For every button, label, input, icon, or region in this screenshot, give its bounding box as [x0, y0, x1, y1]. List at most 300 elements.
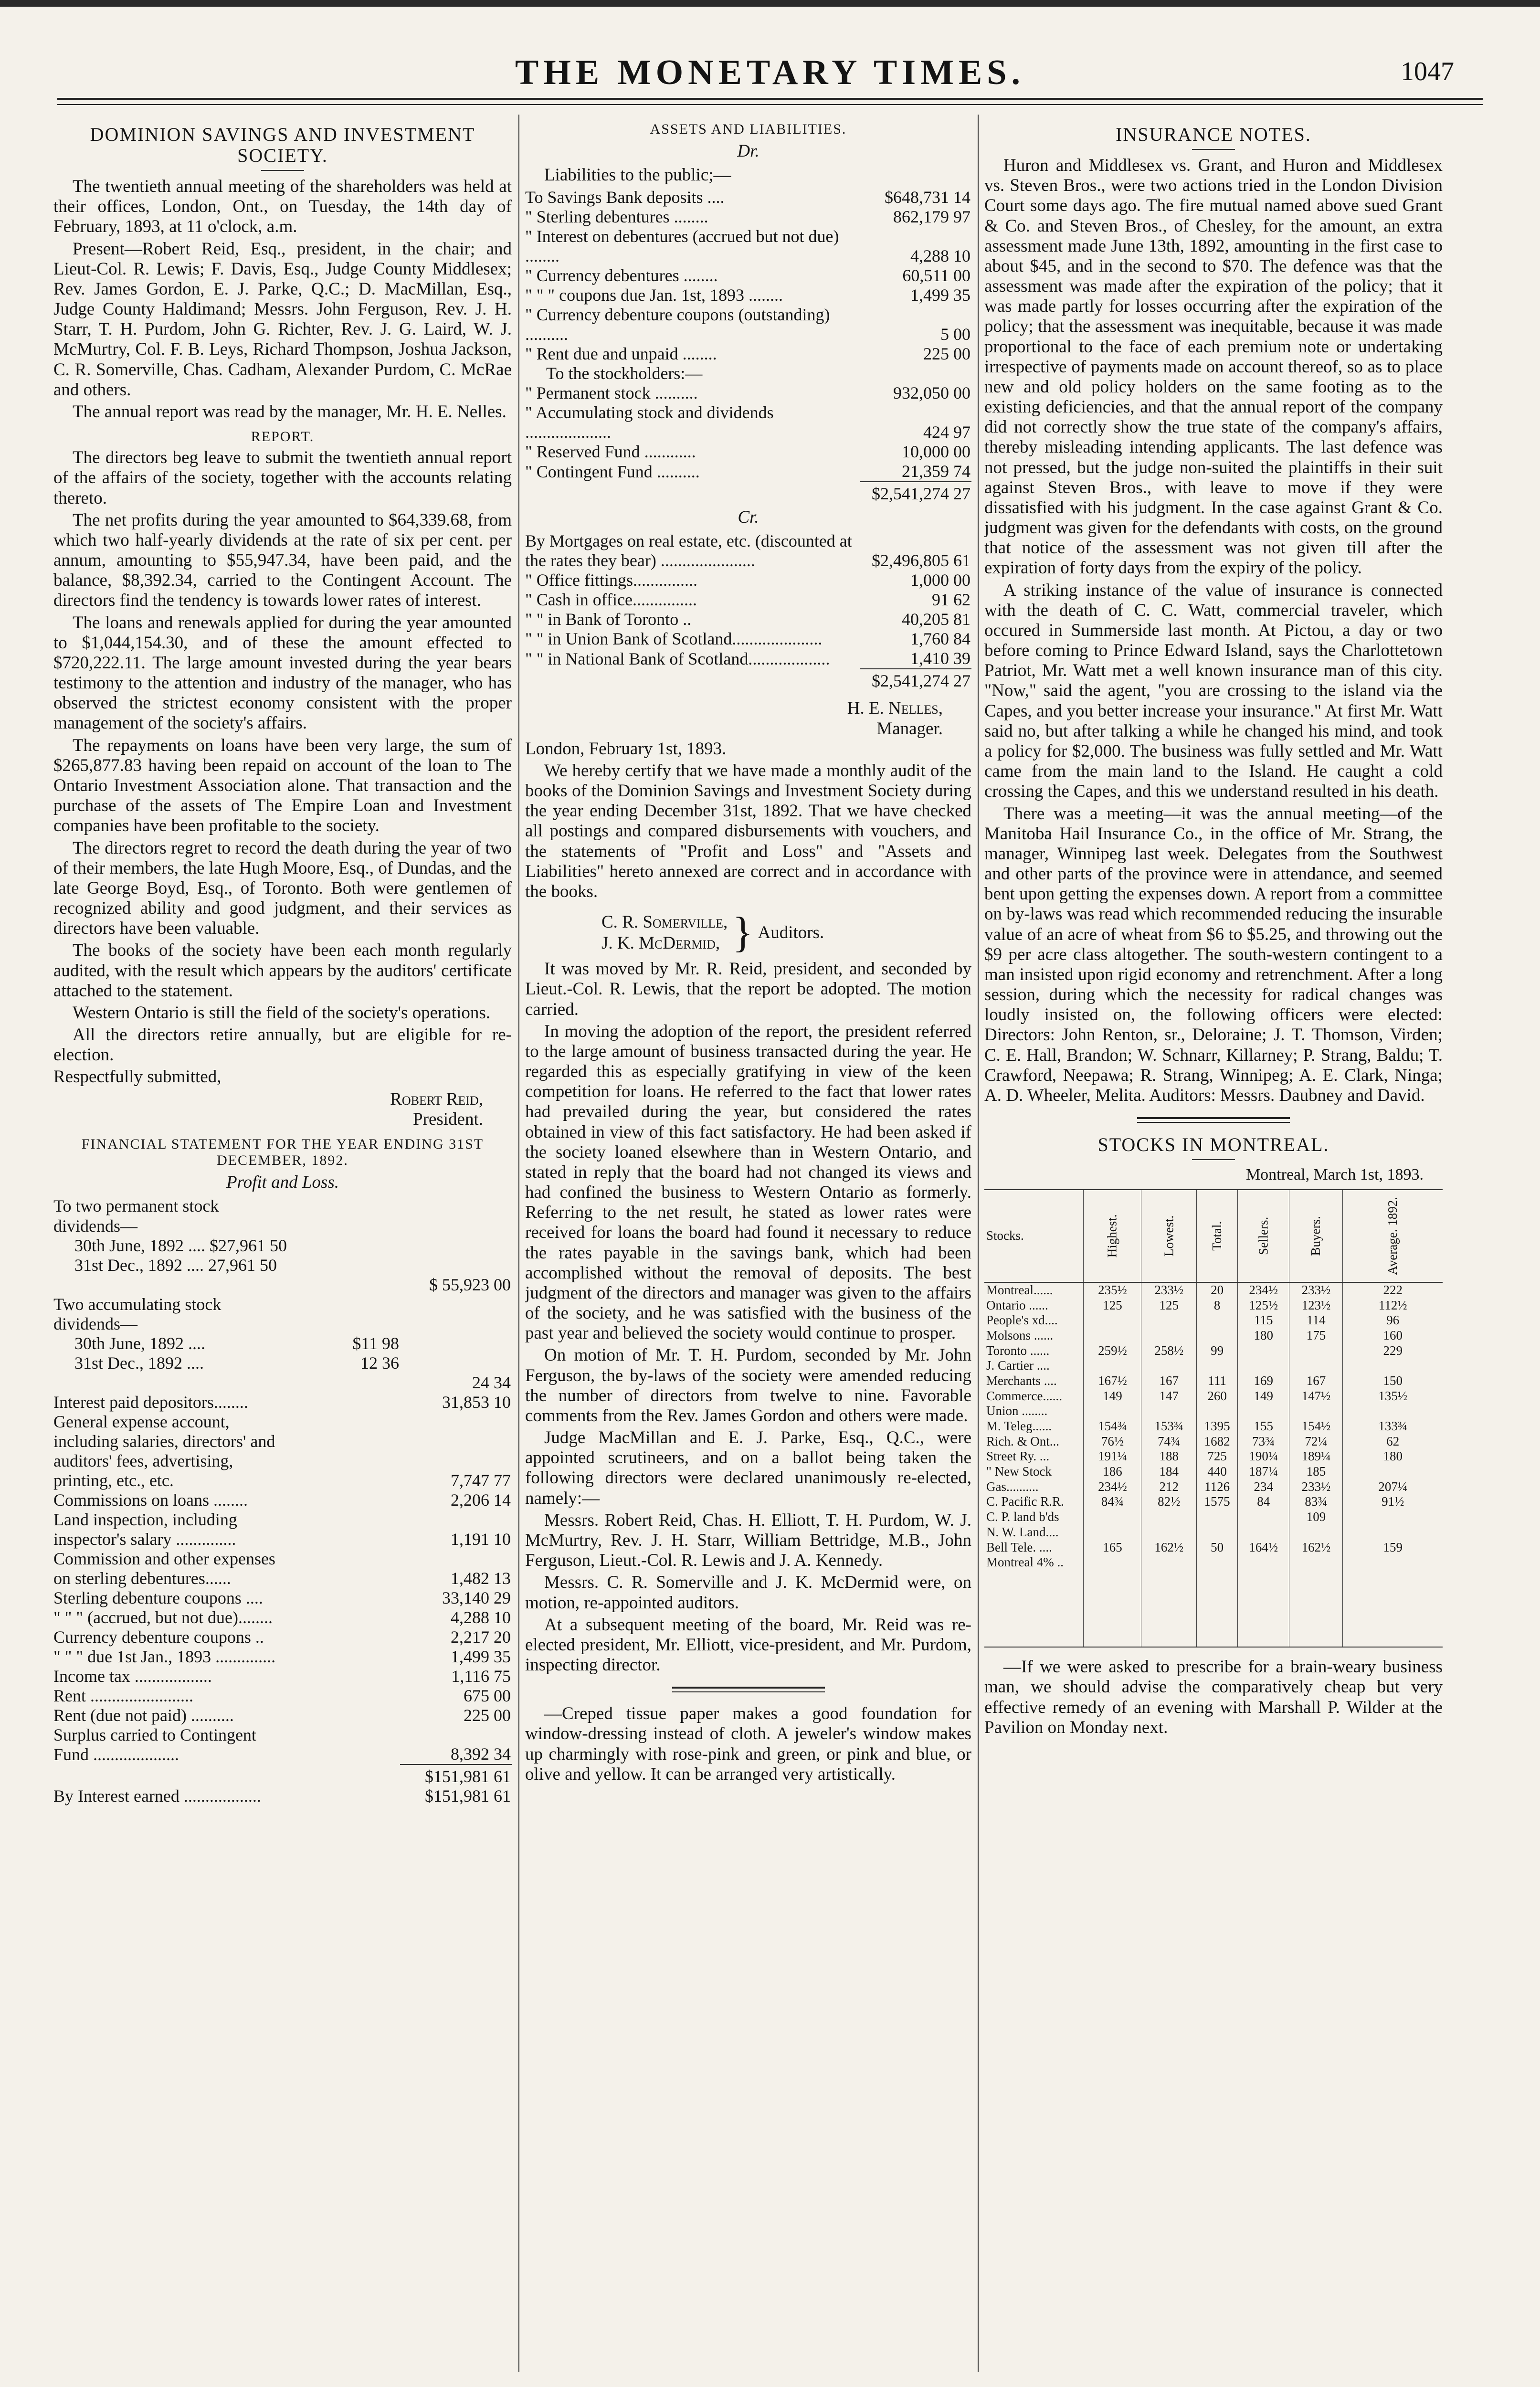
stock-value: 112½ — [1343, 1298, 1443, 1313]
stock-name: Toronto ...... — [986, 1343, 1050, 1358]
ledger-label: " Currency debenture coupons (outstanding) .......... — [525, 305, 830, 344]
stocks-row — [984, 1510, 1443, 1525]
paragraph: A striking instance of the value of insurance is connected with the death of C. C. Watt, commercial traveler, which occured in Summerside last month. At Pictou, a day or two before coming to Prince Edward Island, says the Charlottetown Patriot, Mr. Watt met a well known insurance man of this city. "Now," said the agent, "you are crossing to the island via the Capes, and you better increase your insurance." At first Mr. Watt said no, but after talking a while he changed his mind, and took a policy for $2,000. The business was fully settled and Mr. Watt came from the main land to the Island. He caught a cold crossing the Capes, and this we understand resulted in his death. — [984, 580, 1443, 802]
ledger-amount: 4,288 10 — [451, 1608, 511, 1627]
ledger-row — [53, 1510, 512, 1549]
stock-value — [1084, 1328, 1141, 1343]
assets-table — [525, 531, 971, 691]
stock-name: Gas.......... — [986, 1479, 1039, 1494]
manager-title: Manager. — [876, 718, 943, 739]
stocks-row — [984, 1282, 1443, 1298]
liabilities-table — [525, 188, 971, 504]
stock-value: 154½ — [1289, 1419, 1343, 1434]
ledger-label: Income tax .................. — [53, 1667, 212, 1686]
heading-dash — [1192, 149, 1235, 150]
dateline: London, February 1st, 1893. — [525, 739, 727, 759]
ledger-label: " Currency debentures ........ — [525, 265, 718, 285]
ledger-row — [53, 1549, 512, 1588]
ledger-subamount — [288, 1510, 400, 1549]
page-number: 1047 — [1401, 57, 1454, 86]
ledger-row — [53, 1786, 512, 1806]
brain-weary-note: —If we were asked to prescribe for a brain-weary business man, we should advise the comparatively cheap but very effective remedy of an evening with Marshall P. Wilder at the Pavilion on Monday next. — [984, 1657, 1443, 1737]
audit-certificate: We hereby certify that we have made a monthly audit of the books of the Dominion Savings and Investment Society during the year ending December 31st, 1892. That we have checked all postings and compared disbursements with vouchers, and the statements of "Profit and Loss" and "Assets and Liabilities" hereto annexed are correct and in accordance with the books. — [525, 760, 971, 901]
stock-value: 233½ — [1289, 1479, 1343, 1495]
stock-name: N. W. Land.... — [986, 1524, 1059, 1539]
stock-value: 162½ — [1289, 1540, 1343, 1555]
stock-value: 125½ — [1238, 1298, 1289, 1313]
stock-value: 99 — [1197, 1343, 1238, 1359]
ledger-row — [53, 1490, 512, 1510]
paragraph: All the directors retire annually, but are eligible for re-election. — [53, 1025, 512, 1065]
stock-value: 84 — [1238, 1494, 1289, 1510]
ledger-subamount — [288, 1256, 400, 1275]
ledger-subamount — [288, 1393, 400, 1412]
ledger-row — [53, 1275, 512, 1295]
insurance-heading: INSURANCE NOTES. — [1116, 124, 1311, 145]
ledger-row — [53, 1256, 512, 1275]
stock-value: 147 — [1141, 1389, 1197, 1404]
signature-name: Robert Reid, — [390, 1089, 483, 1109]
stock-value — [1197, 1510, 1238, 1525]
ledger-subamount — [288, 1608, 400, 1627]
ledger-amount: 21,359 74 — [902, 461, 970, 481]
ledger-amount — [860, 364, 971, 383]
stock-value — [1238, 1525, 1289, 1540]
ledger-amount: 1,499 35 — [451, 1647, 511, 1667]
ledger-row — [525, 188, 971, 207]
stock-value: 1126 — [1197, 1479, 1238, 1495]
ledger-row — [525, 649, 971, 669]
stock-value: 175 — [1289, 1328, 1343, 1343]
ledger-row — [53, 1353, 512, 1373]
ledger-label — [525, 669, 860, 691]
ledger-row — [53, 1373, 512, 1393]
stocks-row — [984, 1479, 1443, 1495]
ledger-label: " Reserved Fund ............ — [525, 442, 696, 461]
brace-glyph: } — [732, 909, 753, 957]
section-separator — [672, 1687, 825, 1692]
ledger-subamount — [288, 1588, 400, 1608]
stock-value: 83¾ — [1289, 1494, 1343, 1510]
stocks-row — [984, 1313, 1443, 1328]
stock-value — [1343, 1464, 1443, 1479]
ledger-amount — [400, 1334, 512, 1353]
article-heading: DOMINION SAVINGS AND INVESTMENT SOCIETY. — [90, 124, 475, 166]
paragraph: The repayments on loans have been very large, the sum of $265,877.83 having been repaid on account of the loan to The Ontario Investment Association alone. That transaction and the purchase of the assets of The Empire Loan and Investment companies have been profitable to the society. — [53, 735, 512, 836]
ledger-label — [53, 1275, 288, 1295]
stock-value: 50 — [1197, 1540, 1238, 1555]
paragraph: There was a meeting—it was the annual meeting—of the Manitoba Hail Insurance Co., in the office of Mr. Strang, the manager, Winnipeg last week. Delegates from the Southwest and other parts of the province were in attendance, and seemed bent upon getting the expenses down. A report from a committee on by-laws was read which recommended reducing the insurable value of an acre of wheat from $6 to $5.25, and throwing out the $9 per acre class altogether. The south-western contingent to a man insisted upon rigid economy and retrenchment. After a long session, during which the necessity for radical changes was loudly insisted on, the following officers were elected: Directors: John Renton, sr., Deloraine; J. T. Thomson, Virden; C. E. Hall, Brandon; W. Schnarr, Killarney; P. Strang, Baldu; T. Crawford, Neepawa; R. Strang, Winnipeg; A. E. Clark, Ninga; A. D. Wheeler, Melita. Auditors: Messrs. Daubney and David. — [984, 803, 1443, 1105]
paragraph: On motion of Mr. T. H. Purdom, seconded by Mr. John Ferguson, the by-laws of the society were amended reducing the number of directors from twelve to nine. Favorable comments from the Rev. James Gordon and others were made. — [525, 1345, 971, 1426]
stock-value — [1197, 1328, 1238, 1343]
ledger-subamount — [288, 1275, 400, 1295]
stock-value — [1289, 1358, 1343, 1373]
ledger-amount: 10,000 00 — [902, 442, 970, 461]
stocks-column-label: Sellers. — [1255, 1216, 1270, 1255]
stocks-column-header — [984, 1190, 1084, 1282]
paragraph: The directors regret to record the death during the year of two of their members, the late Hugh Moore, Esq., of Dundas, and the late George Boyd, Esq., of Toronto. Both were gentlemen of recognized ability and good judgment, and their services as directors have been valuable. — [53, 838, 512, 939]
ledger-row — [53, 1686, 512, 1706]
stock-name: Montreal 4% .. — [984, 1555, 1084, 1647]
ledger-label: Interest paid depositors........ — [53, 1392, 248, 1412]
ledger-subamount — [288, 1236, 400, 1256]
stock-value — [1084, 1555, 1141, 1647]
stock-value: 114 — [1289, 1313, 1343, 1328]
ledger-amount: 5 00 — [940, 324, 970, 344]
stock-value: 125 — [1141, 1298, 1197, 1313]
ledger-amount — [400, 1236, 512, 1256]
stock-value — [1197, 1358, 1238, 1373]
stock-name: Molsons ...... — [986, 1328, 1054, 1342]
stock-name: People's xd.... — [986, 1313, 1058, 1328]
ledger-subamount — [288, 1490, 400, 1510]
ledger-row — [525, 344, 971, 364]
ledger-label: " " in National Bank of Scotland................... — [525, 649, 830, 669]
ledger-row — [53, 1627, 512, 1647]
stock-name: Union ........ — [986, 1404, 1048, 1418]
paragraph: Messrs. C. R. Somerville and J. K. McDermid were, on motion, re-appointed auditors. — [525, 1573, 971, 1613]
stocks-row — [984, 1555, 1443, 1647]
ledger-row — [53, 1647, 512, 1667]
ledger-subamount: $11 98 — [352, 1333, 399, 1353]
stock-value: 115 — [1238, 1313, 1289, 1328]
masthead-title: THE MONETARY TIMES. — [515, 53, 1025, 92]
ledger-subamount — [288, 1412, 400, 1490]
ledger-row — [525, 207, 971, 227]
stock-name: C. Pacific R.R. — [986, 1494, 1064, 1509]
ledger-label: 30th June, 1892 .... $27,961 50 — [74, 1236, 287, 1255]
stock-value: 190¼ — [1238, 1449, 1289, 1464]
ledger-label — [525, 482, 860, 504]
stock-value — [1197, 1525, 1238, 1540]
ledger-amount: 31,853 10 — [442, 1392, 511, 1412]
ledger-label: Surplus carried to Contingent Fund .................... — [53, 1725, 256, 1764]
ledger-label: " Sterling debentures ........ — [525, 207, 708, 226]
ledger-label: 30th June, 1892 .... — [74, 1333, 205, 1353]
assets-liabilities-heading: ASSETS AND LIABILITIES. — [650, 121, 847, 137]
stock-value: 222 — [1343, 1282, 1443, 1298]
stock-value — [1238, 1343, 1289, 1359]
ledger-amount: $2,496,805 61 — [872, 551, 970, 570]
stock-value — [1197, 1555, 1238, 1647]
stocks-row — [984, 1540, 1443, 1555]
masthead — [53, 53, 1487, 100]
stock-value: 234½ — [1238, 1282, 1289, 1298]
stock-value: 229 — [1343, 1343, 1443, 1359]
stock-value: 133¾ — [1343, 1419, 1443, 1434]
ledger-label: Two accumulating stock dividends— — [53, 1294, 222, 1333]
stock-value: 1682 — [1197, 1434, 1238, 1449]
stock-value: 1395 — [1197, 1419, 1238, 1434]
ledger-amount: $151,981 61 — [425, 1786, 511, 1806]
stock-value — [1084, 1510, 1141, 1525]
stocks-column-label: Lowest. — [1161, 1215, 1176, 1257]
stock-value: 72¼ — [1289, 1434, 1343, 1449]
stock-value — [1238, 1404, 1289, 1419]
ledger-amount: 1,410 39 — [910, 649, 970, 668]
ledger-row — [525, 570, 971, 590]
ledger-row — [53, 1706, 512, 1725]
stock-value: 725 — [1197, 1449, 1238, 1464]
ledger-amount: 4,288 10 — [910, 246, 970, 265]
stocks-column-header — [1289, 1190, 1343, 1282]
stock-value: 82½ — [1141, 1494, 1197, 1510]
signature-title: President. — [413, 1109, 483, 1129]
paragraph: In moving the adoption of the report, the president referred to the large amount of business transacted during the year. He regarded this as especially gratifying in view of the keen competition for loans. He referred to the fact that lower rates had prevailed during the year, but considered the rates obtained in view of this fact satisfactory. He had been asked if the society loaned elsewhere than in Western Ontario, and stated in reply that the board had not changed its views and had confined the business to Western Ontario as formerly. Referring to the net result, he stated as lower rates were received for loans the board had found it necessary to reduce the rates payable in the savings bank, which had been accomplished without the removal of deposits. The best judgment of the directors and manager was given to the affairs of the society, and he was satisfied with the business of the past year and believed the society would continue to prosper. — [525, 1021, 971, 1343]
stock-value — [1141, 1510, 1197, 1525]
stock-value: 109 — [1289, 1510, 1343, 1525]
article-body — [53, 177, 512, 422]
stock-value: 159 — [1343, 1540, 1443, 1555]
ledger-amount: 1,116 75 — [451, 1667, 511, 1686]
ledger-subamount — [288, 1764, 400, 1786]
stocks-row — [984, 1328, 1443, 1343]
ledger-row — [53, 1236, 512, 1256]
ledger-label: Commissions on loans ........ — [53, 1490, 248, 1510]
masthead-rule — [57, 98, 1483, 100]
stock-value: 235½ — [1084, 1282, 1141, 1298]
stock-value — [1084, 1358, 1141, 1373]
ledger-amount: 225 00 — [923, 344, 970, 363]
ledger-amount: 24 34 — [472, 1373, 511, 1392]
stock-value: 164½ — [1238, 1540, 1289, 1555]
ledger-amount: 60,511 00 — [902, 265, 970, 285]
ledger-subamount — [288, 1686, 400, 1706]
ledger-label: " " " due 1st Jan., 1893 .............. — [53, 1647, 276, 1667]
stock-value: 154¾ — [1084, 1419, 1141, 1434]
ledger-label: " " " coupons due Jan. 1st, 1893 ........ — [525, 285, 783, 305]
stocks-row — [984, 1494, 1443, 1510]
liabilities-intro: Liabilities to the public;— — [544, 165, 731, 185]
paragraph: It was moved by Mr. R. Reid, president, and seconded by Lieut.-Col. R. Lewis, that the report be adopted. The motion carried. — [525, 959, 971, 1019]
ledger-row — [525, 227, 971, 266]
report-heading: REPORT. — [251, 429, 315, 445]
stocks-row — [984, 1525, 1443, 1540]
ledger-row — [53, 1725, 512, 1764]
stock-value — [1289, 1404, 1343, 1419]
ledger-label — [53, 1373, 288, 1393]
ledger-subamount — [288, 1786, 400, 1806]
stocks-row — [984, 1419, 1443, 1434]
debit-label: Dr. — [737, 141, 759, 161]
stock-value: 180 — [1343, 1449, 1443, 1464]
ledger-label: " " in Bank of Toronto .. — [525, 610, 692, 629]
ledger-amount: 1,482 13 — [451, 1569, 511, 1588]
stock-value — [1343, 1510, 1443, 1525]
ledger-subamount — [288, 1373, 400, 1393]
stock-value — [1343, 1525, 1443, 1540]
stocks-row — [984, 1358, 1443, 1373]
paragraph: The directors beg leave to submit the twentieth annual report of the affairs of the society, together with the accounts relating thereto. — [53, 448, 512, 508]
stock-name: Montreal...... — [986, 1282, 1053, 1297]
ledger-row — [53, 1393, 512, 1412]
stock-value: 167 — [1141, 1373, 1197, 1389]
ledger-label: Rent ........................ — [53, 1686, 193, 1706]
ledger-row — [53, 1412, 512, 1490]
stock-value: 233½ — [1141, 1282, 1197, 1298]
ledger-subamount: 12 36 — [360, 1353, 399, 1373]
stock-value — [1238, 1555, 1289, 1647]
stock-value: 1575 — [1197, 1494, 1238, 1510]
ledger-label: " Contingent Fund .......... — [525, 462, 700, 481]
stock-value: 184 — [1141, 1464, 1197, 1479]
ledger-label: To two permanent stock dividends— — [53, 1196, 219, 1236]
stock-name: Merchants .... — [986, 1373, 1057, 1388]
stock-name: Rich. & Ont... — [986, 1434, 1059, 1448]
column-assets-liabilities — [525, 115, 971, 2372]
ledger-subamount — [288, 1295, 400, 1334]
stock-value: 162½ — [1141, 1540, 1197, 1555]
column-insurance-notes — [984, 115, 1443, 2372]
stock-value: 167½ — [1084, 1373, 1141, 1389]
stock-value: 185 — [1289, 1464, 1343, 1479]
stocks-row — [984, 1373, 1443, 1389]
stocks-dateline: Montreal, March 1st, 1893. — [1245, 1166, 1424, 1184]
ledger-label: To Savings Bank deposits .... — [525, 187, 725, 207]
stock-name: M. Teleg...... — [986, 1419, 1052, 1434]
ledger-row — [53, 1667, 512, 1686]
ledger-label: " Permanent stock .......... — [525, 383, 698, 402]
ledger-amount — [400, 1295, 512, 1334]
stocks-row — [984, 1449, 1443, 1464]
ledger-subamount — [288, 1549, 400, 1588]
ledger-amount: 862,179 97 — [893, 207, 970, 226]
stocks-row — [984, 1404, 1443, 1419]
stock-value — [1141, 1555, 1197, 1647]
stock-value — [1084, 1404, 1141, 1419]
meeting-proceedings — [525, 959, 971, 1675]
paragraph: The twentieth annual meeting of the shareholders was held at their offices, London, Ont., on Tuesday, the 14th day of February, 1893, at 11 o'clock, a.m. — [53, 177, 512, 237]
ledger-amount: 2,217 20 — [451, 1627, 511, 1647]
stock-value: 169 — [1238, 1373, 1289, 1389]
stocks-column-label: Stocks. — [986, 1228, 1024, 1243]
stock-name: C. P. land b'ds — [986, 1510, 1059, 1524]
credit-label: Cr. — [738, 507, 759, 528]
ledger-amount: $2,541,274 27 — [860, 482, 971, 504]
stock-value: 191¼ — [1084, 1449, 1141, 1464]
auditor-name: C. R. Somerville, — [601, 912, 728, 932]
ledger-amount: 675 00 — [464, 1686, 511, 1706]
ledger-row — [525, 266, 971, 285]
paragraph: The annual report was read by the manager, Mr. H. E. Nelles. — [73, 401, 506, 422]
ledger-label: " Interest on debentures (accrued but not due) ........ — [525, 226, 839, 265]
column-divider — [978, 115, 979, 2372]
ledger-row — [525, 285, 971, 305]
stocks-column-label: Total. — [1209, 1221, 1224, 1251]
stock-value — [1141, 1313, 1197, 1328]
ledger-amount: 1,000 00 — [910, 570, 970, 590]
ledger-label: " " in Union Bank of Scotland..................... — [525, 629, 823, 649]
stock-value: 74¾ — [1141, 1434, 1197, 1449]
stock-value — [1084, 1313, 1141, 1328]
ledger-row — [525, 442, 971, 462]
stock-value — [1238, 1358, 1289, 1373]
stocks-row — [984, 1343, 1443, 1359]
ledger-row — [53, 1588, 512, 1608]
ledger-row — [525, 482, 971, 504]
stock-value — [1141, 1525, 1197, 1540]
ledger-amount: 8,392 34 — [451, 1744, 511, 1764]
ledger-label: " Accumulating stock and dividends .................... — [525, 402, 774, 442]
stock-value: 440 — [1197, 1464, 1238, 1479]
stocks-column-header — [1084, 1190, 1141, 1282]
stock-value: 259½ — [1084, 1343, 1141, 1359]
stock-value: 180 — [1238, 1328, 1289, 1343]
stocks-column-label: Average. 1892. — [1385, 1196, 1400, 1275]
ledger-label: " " " (accrued, but not due)........ — [53, 1608, 273, 1627]
stock-name: Bell Tele. .... — [986, 1540, 1052, 1554]
stock-value: 96 — [1343, 1313, 1443, 1328]
stock-value: 20 — [1197, 1282, 1238, 1298]
stock-value — [1197, 1313, 1238, 1328]
paragraph: Judge MacMillan and E. J. Parke, Esq., Q.C., were appointed scrutineers, and on a ballot being taken the following directors were declared unanimously re-elected, namely:— — [525, 1428, 971, 1508]
masthead-rule-thin — [57, 104, 1483, 105]
stock-value — [1289, 1343, 1343, 1359]
stocks-column-header — [1238, 1190, 1289, 1282]
stock-value — [1084, 1525, 1141, 1540]
ledger-amount: 1,499 35 — [910, 285, 970, 305]
ledger-amount: 40,205 81 — [902, 610, 970, 629]
ledger-subamount — [288, 1667, 400, 1686]
financial-statement-heading: FINANCIAL STATEMENT FOR THE YEAR ENDING 31ST DECEMBER, 1892. — [81, 1136, 484, 1169]
ledger-label: By Interest earned .................. — [53, 1786, 261, 1806]
ledger-amount: $2,541,274 27 — [860, 669, 971, 691]
ledger-amount: 91 62 — [932, 590, 970, 610]
ledger-label: By Mortgages on real estate, etc. (discounted at the rates they bear) ...................... — [525, 531, 852, 570]
ledger-amount: 1,760 84 — [910, 629, 970, 649]
stock-name: " New Stock — [986, 1464, 1052, 1479]
stock-name: Street Ry. ... — [986, 1449, 1050, 1464]
stock-value: 155 — [1238, 1419, 1289, 1434]
ledger-amount: 424 97 — [923, 422, 970, 442]
stocks-row — [984, 1298, 1443, 1313]
profit-loss-table — [53, 1196, 512, 1806]
ledger-row — [525, 383, 971, 403]
ledger-label: 31st Dec., 1892 .... 27,961 50 — [74, 1255, 277, 1275]
stocks-column-label: Highest. — [1105, 1214, 1119, 1258]
stock-value: 258½ — [1141, 1343, 1197, 1359]
stocks-column-label: Buyers. — [1308, 1216, 1323, 1256]
ledger-row — [525, 364, 971, 383]
ledger-row — [525, 462, 971, 482]
stock-value: 234 — [1238, 1479, 1289, 1495]
stock-value — [1343, 1358, 1443, 1373]
top-border-rule — [0, 0, 1540, 7]
ledger-row — [53, 1608, 512, 1627]
ledger-amount: 932,050 00 — [893, 383, 970, 402]
ledger-label: Sterling debenture coupons .... — [53, 1588, 263, 1608]
stock-value: 123½ — [1289, 1298, 1343, 1313]
closing-line: Respectfully submitted, — [53, 1067, 222, 1087]
stock-value: 149 — [1084, 1389, 1141, 1404]
paragraph: The net profits during the year amounted to $64,339.68, from which two half-yearly dividends at the rate of six per cent. per annum, amounting to $55,947.34, have been paid, and the balance, $8,392.34, carried to the Contingent Account. The directors find the tendency is towards lower rates of interest. — [53, 510, 512, 611]
profit-loss-heading: Profit and Loss. — [226, 1172, 339, 1193]
ledger-row — [525, 610, 971, 629]
ledger-row — [525, 590, 971, 610]
stock-value — [1343, 1555, 1443, 1647]
paragraph: The books of the society have been each month regularly audited, with the result which appears by the auditors' certificate attached to the statement. — [53, 940, 512, 1001]
stocks-column-header — [1141, 1190, 1197, 1282]
stock-value: 167 — [1289, 1373, 1343, 1389]
stock-value: 186 — [1084, 1464, 1141, 1479]
ledger-row — [525, 669, 971, 691]
tissue-paper-note: —Creped tissue paper makes a good foundation for window-dressing instead of cloth. A jeweler's window makes up charmingly with rose-pink and green, or pink and blue, or olive and yellow. It can be arranged very artistically. — [525, 1704, 971, 1784]
paragraph: The loans and renewals applied for during the year amounted to $1,044,154.30, and of these the amount effected to $720,222.11. The large amount invested during the year bears testimony to the attention and industry of the manager, who has observed the strictest economy consistent with the proper management of the society's affairs. — [53, 613, 512, 733]
ledger-label: 31st Dec., 1892 .... — [74, 1353, 204, 1373]
ledger-amount: $ 55,923 00 — [429, 1275, 511, 1294]
manager-name: H. E. Nelles, — [847, 698, 943, 718]
stocks-row — [984, 1434, 1443, 1449]
